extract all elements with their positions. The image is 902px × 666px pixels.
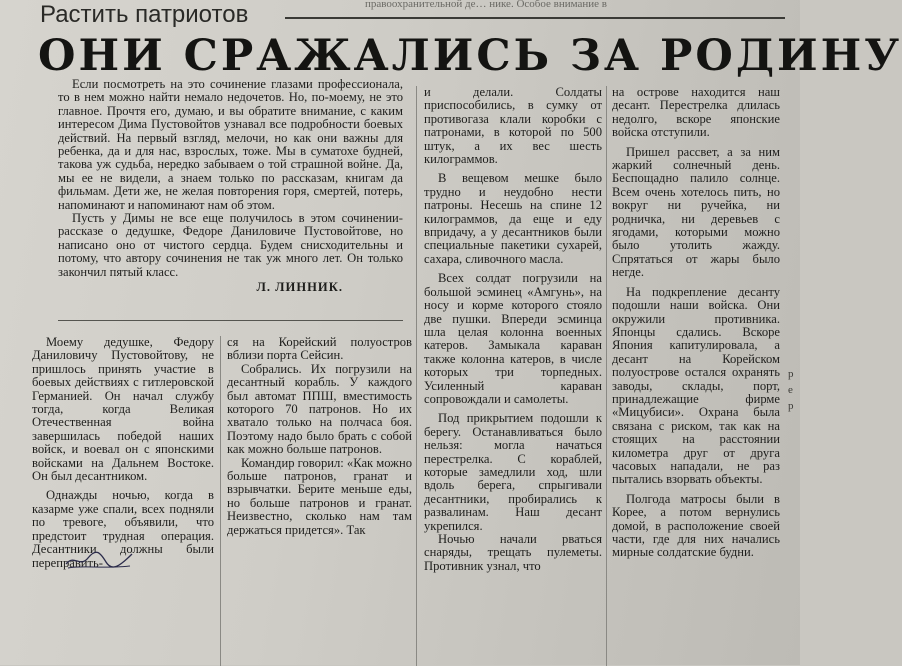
pen-scribble — [64, 548, 134, 570]
intro-signature: Л. ЛИННИК. — [256, 280, 343, 295]
article-column-2 — [227, 336, 412, 537]
article-paragraph: и делали. Солдаты приспособились, в сумку от противогаза клали коробки с патронами, в которой по 500 штук, а их вес шесть килограммов. — [424, 85, 602, 167]
article-paragraph: Однажды ночью, когда в казарме уже спали, всех подняли по тревоге, объявили, что предстоит трудная операция. Десантники должны были переправить- — [32, 488, 214, 570]
column-divider — [220, 336, 221, 666]
article-paragraph: Полгода матросы были в Корее, а потом вернулись домой, в расположение своей части, где для них начались мирные солдатские будни. — [612, 491, 780, 560]
article-paragraph: Пришел рассвет, а за ним жаркий солнечный день. Беспощадно палило солнце. Всем очень хотелось пить, но вокруг ни ручейка, ни родничка, ни деревьев с ягодами, которыми можно было утолить жажду. Спрятаться от жары было негде. — [612, 144, 780, 280]
top-page-fragment: правоохранительной де… нике. Особое внимание в — [365, 0, 607, 10]
article-headline: ОНИ СРАЖАЛИСЬ ЗА РОДИНУ — [38, 31, 902, 81]
column-divider — [416, 86, 417, 666]
article-column-1 — [32, 336, 214, 570]
intro-divider — [58, 320, 403, 321]
column-divider — [606, 86, 607, 666]
intro-paragraph: Если посмотреть на это сочинение глазами профессионала, то в нем можно найти немало недочетов. Но, по-моему, не это главное. Прочтя его, думаю, и вы обратите внимание, с каким интересом Дима Пустовойтов узнавал все подробности боевых действий. На первый взгляд, мелочи, но как они важны для ребенка, да и для нас, взрослых, тоже. Мы в суматохе будней, такова уж судьба, нередко забываем о той страшной войне. Да, мы ее не видели, а знаем только по рассказам, книгам да фильмам. Дети же, не желая повторения горя, смертей, потерь, напоминают и напоминают нам об этом. — [58, 77, 403, 212]
article-paragraph: Под прикрытием подошли к берегу. Останавливаться было нельзя: могла начаться перестрелка. С кораблей, которые замедлили ход, шли вдоль берега, спрыгивали десантники, пробирались к развалинам. Наш десант укрепился. — [424, 411, 602, 533]
article-column-4 — [612, 86, 780, 560]
article-paragraph: Ночью начали рваться снаряды, трещать пулеметы. Противник узнал, что — [424, 532, 602, 573]
article-paragraph: Всех солдат погрузили на большой эсминец «Амгунь», на носу и корме которого стояло две пушки. Впереди эсминца шла целая колонна военных катеров. Замыкала караван также колонна катеров, в числе которых три торпедных. Усиленный караван сопровождали и самолеты. — [424, 271, 602, 406]
intro-paragraph: Пусть у Димы не все еще получилось в этом сочинении-рассказе о дедушке, Федоре Даниловиче Пустовойтове, но написано оно от чистого сердца. Будем снисходительны и потому, что автору сочинения не так уж много лет. Он только закончил пятый класс. — [58, 211, 403, 279]
article-paragraph: на острове находится наш десант. Перестрелка длилась недолго, вскоре японские войска отступили. — [612, 85, 780, 140]
section-rubric: Растить патриотов — [40, 1, 249, 28]
article-paragraph: Собрались. Их погрузили на десантный корабль. У каждого был автомат ППШ, вместимость которого 70 патронов. Но их хватало только на полчаса боя. Поэтому надо было брать с собой как можно больше патронов. — [227, 361, 412, 457]
article-paragraph: Командир говорил: «Как можно больше патронов, гранат и взрывчатки. Берите меньше еды, но больше патронов и гранат. Неизвестно, сколько нам там держаться придется». Так — [227, 455, 412, 537]
rubric-rule — [285, 17, 785, 19]
edge-letter: е — [788, 384, 793, 396]
article-paragraph: ся на Корейский полуостров вблизи порта Сейсин. — [227, 335, 412, 363]
article-column-3 — [424, 86, 602, 573]
edge-letter: р — [788, 400, 794, 412]
editorial-intro — [58, 78, 403, 295]
article-paragraph: В вещевом мешке было трудно и неудобно нести патроны. Несешь на спине 12 килограммов, да еще и еду впридачу, а у десантников были специальные пакетики сухарей, сахара, сливочного масла. — [424, 171, 602, 266]
article-paragraph: На подкрепление десанту подошли наши войска. Они окружили противника. Японцы сдались. Вскоре Япония капитулировала, а десант на Корейском полуострове остался охранять заводы, склады, порт, принадлежащие фирме «Мицубиси». Охрана была связана с риском, так как на стоящих на расстоянии километра друг от друга часовых нападали, не раз пытались взорвать объекты. — [612, 284, 780, 487]
article-paragraph: Моему дедушке, Федору Даниловичу Пустовойтову, не пришлось принять участие в боевых действиях с гитлеровской Германией. Он начал службу тогда, когда Великая Отечественная война завершилась победой наших войск, и воевал он с японскими войсками на Дальнем Востоке. Он был десантником. — [32, 335, 214, 484]
edge-letter: р — [788, 368, 794, 380]
